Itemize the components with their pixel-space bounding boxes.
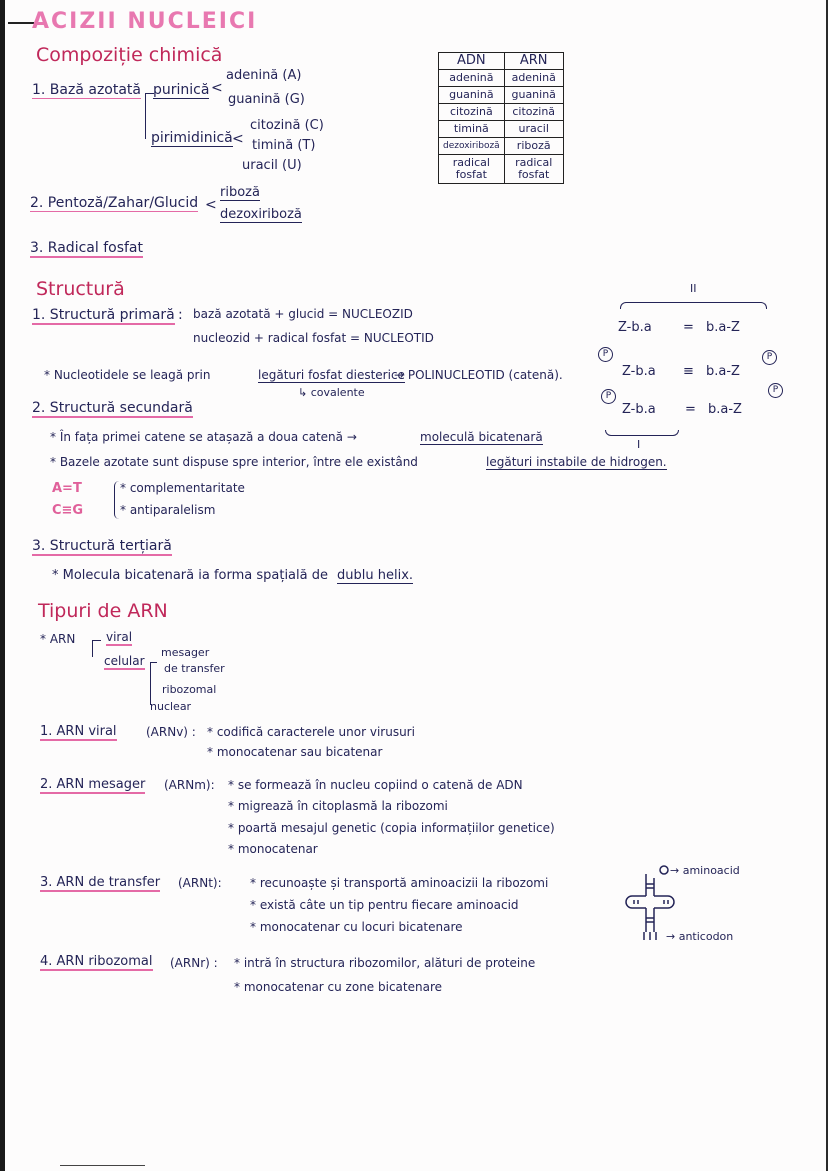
label-pirimidinica: pirimidinică <box>151 130 233 146</box>
arn-ribozomal-label: 4. ARN ribozomal <box>40 954 153 969</box>
arn-ribozomal-bullet: * monocatenar cu zone bicatenare <box>234 980 443 994</box>
tree-mesager: mesager <box>161 646 210 659</box>
table-cell: citozină <box>439 104 505 121</box>
table-row <box>439 121 564 138</box>
strand-label-i: I <box>637 438 641 451</box>
primara-line1: bază azotată + glucid = NUCLEOZID <box>193 307 413 321</box>
sugar-dezoxiriboza: dezoxiriboză <box>220 207 302 222</box>
secundara-bullet2: * Bazele azotate sunt dispuse spre interior, între ele existând <box>50 455 418 469</box>
table-cell: dezoxiriboză <box>439 138 505 155</box>
base-citozina: citozină (C) <box>250 118 324 133</box>
arn-mesager-bullet: * migrează în citoplasmă la ribozomi <box>228 799 448 813</box>
label-structura-tertiara: 3. Structură terțiară <box>32 538 172 554</box>
strand-label-ii: II <box>690 282 697 295</box>
arn-viral-label: 1. ARN viral <box>40 724 117 739</box>
prop-antiparalelism: * antiparalelism <box>120 503 216 517</box>
label-structura-secundara: 2. Structură secundară <box>32 400 193 416</box>
note-link: legături fosfat diesterice <box>258 368 405 382</box>
arn-transfer-bullet: * recunoaște și transportă aminoacizii la ribozomi <box>250 876 549 890</box>
item-baza-azotata: 1. Bază azotată <box>32 82 141 98</box>
arn-viral-bullet: * codifică caracterele unor virusuri <box>207 725 415 739</box>
table-row <box>439 70 564 87</box>
secundara-bullet1: * În fața primei catene se atașază a doua catenă → <box>50 430 357 444</box>
tree-bracket <box>150 662 157 705</box>
arn-transfer-abbr: (ARNt): <box>178 876 222 890</box>
bottom-mark <box>60 1165 145 1166</box>
table-cell: radical fosfat <box>504 155 563 184</box>
table-cell: timină <box>439 121 505 138</box>
arn-mesager-bullet: * se formează în nucleu copiind o catenă de ADN <box>228 778 523 792</box>
brace-bottom <box>605 430 679 436</box>
note-prefix: * Nucleotidele se leagă prin <box>44 368 211 382</box>
page-title: ACIZII NUCLEICI <box>32 9 258 34</box>
phosphate-icon: P <box>768 383 783 398</box>
arn-transfer-bullet: * monocatenar cu locuri bicatenare <box>250 920 463 934</box>
chevron-left-icon: < <box>211 80 223 96</box>
page-left-edge <box>0 0 5 1171</box>
table-header: ARN <box>504 53 563 70</box>
base-adenina: adenină (A) <box>226 68 302 83</box>
arn-mesager-bullet: * poartă mesajul genetic (copia informațiilor genetice) <box>228 821 555 835</box>
pair-cg: C≡G <box>52 503 84 518</box>
primara-line2: nucleozid + radical fosfat = NUCLEOTID <box>193 331 434 345</box>
table-row <box>439 104 564 121</box>
table-cell: adenină <box>504 70 563 87</box>
brace-top <box>620 302 767 309</box>
trna-aminoacid-label: → aminoacid <box>670 864 740 877</box>
table-cell: guanină <box>504 87 563 104</box>
note-sub: ↳ covalente <box>298 386 365 399</box>
chevron-left-icon: < <box>205 197 217 213</box>
base-uracil: uracil (U) <box>242 158 302 173</box>
item-radical-fosfat: 3. Radical fosfat <box>30 240 143 256</box>
phosphate-icon: P <box>598 347 613 362</box>
base-guanina: guanină (G) <box>228 92 305 107</box>
diagram-row-bond: = <box>683 320 694 335</box>
secundara-bullet2-link: legături instabile de hidrogen. <box>486 455 667 469</box>
arn-ribozomal-abbr: (ARNr) : <box>170 956 218 970</box>
table-header: ADN <box>439 53 505 70</box>
diagram-row-left: Z-b.a <box>622 402 656 417</box>
label-structura-primara: 1. Structură primară <box>32 307 175 323</box>
heading-structura: Structură <box>36 278 125 300</box>
note-suffix: → POLINUCLEOTID (catenă). <box>394 368 563 382</box>
arn-transfer-bullet: * există câte un tip pentru fiecare aminoacid <box>250 898 519 912</box>
phosphate-icon: P <box>601 389 616 404</box>
tree-ribozomal: ribozomal <box>162 683 217 696</box>
table-cell: radical fosfat <box>439 155 505 184</box>
arn-ribozomal-bullet: * intră în structura ribozomilor, alături de proteine <box>234 956 536 970</box>
arn-mesager-label: 2. ARN mesager <box>40 777 146 792</box>
diagram-row-left: Z-b.a <box>618 320 652 335</box>
sugar-riboza: riboză <box>220 185 260 200</box>
phosphate-icon: P <box>762 350 777 365</box>
diagram-row-left: Z-b.a <box>622 364 656 379</box>
item-pentoza: 2. Pentoză/Zahar/Glucid <box>30 195 199 211</box>
title-dash <box>8 22 34 24</box>
colon: : <box>178 307 183 323</box>
curly-brace <box>114 481 119 519</box>
table-cell: uracil <box>504 121 563 138</box>
arn-viral-bullet: * monocatenar sau bicatenar <box>207 745 383 759</box>
secundara-bullet1-link: moleculă bicatenară <box>420 430 543 444</box>
prop-complementaritate: * complementaritate <box>120 481 245 495</box>
table-cell: riboză <box>504 138 563 155</box>
tree-bracket <box>92 640 101 657</box>
table-cell: citozină <box>504 104 563 121</box>
tree-nuclear: nuclear <box>150 700 192 713</box>
tertiara-bullet: * Molecula bicatenară ia forma spațială de <box>52 568 328 583</box>
table-row <box>439 87 564 104</box>
tree-celular: celular <box>104 654 145 668</box>
diagram-row-right: b.a-Z <box>708 402 742 417</box>
table-row <box>439 138 564 155</box>
table-row <box>439 155 564 184</box>
adn-arn-table <box>438 52 564 184</box>
tree-viral: viral <box>106 630 133 644</box>
label-purinica: purinică <box>153 82 210 98</box>
diagram-row-bond: = <box>685 402 696 417</box>
table-cell: guanină <box>439 87 505 104</box>
diagram-row-bond: ≡ <box>683 364 694 379</box>
trna-anticodon-label: → anticodon <box>666 930 734 943</box>
pair-at: A=T <box>52 481 82 496</box>
chevron-left-icon: < <box>232 131 244 147</box>
diagram-row-right: b.a-Z <box>706 320 740 335</box>
tree-transfer: de transfer <box>164 662 225 675</box>
heading-tipuri-arn: Tipuri de ARN <box>38 600 168 622</box>
arn-transfer-label: 3. ARN de transfer <box>40 875 161 890</box>
diagram-row-right: b.a-Z <box>706 364 740 379</box>
tertiara-link: dublu helix. <box>337 568 414 583</box>
base-timina: timină (T) <box>252 138 316 153</box>
arn-mesager-bullet: * monocatenar <box>228 842 318 856</box>
arn-viral-abbr: (ARNv) : <box>146 725 196 739</box>
table-cell: adenină <box>439 70 505 87</box>
arn-mesager-abbr: (ARNm): <box>164 778 215 792</box>
heading-compozitie: Compoziție chimică <box>36 44 223 66</box>
tree-root-arn: * ARN <box>40 632 76 646</box>
